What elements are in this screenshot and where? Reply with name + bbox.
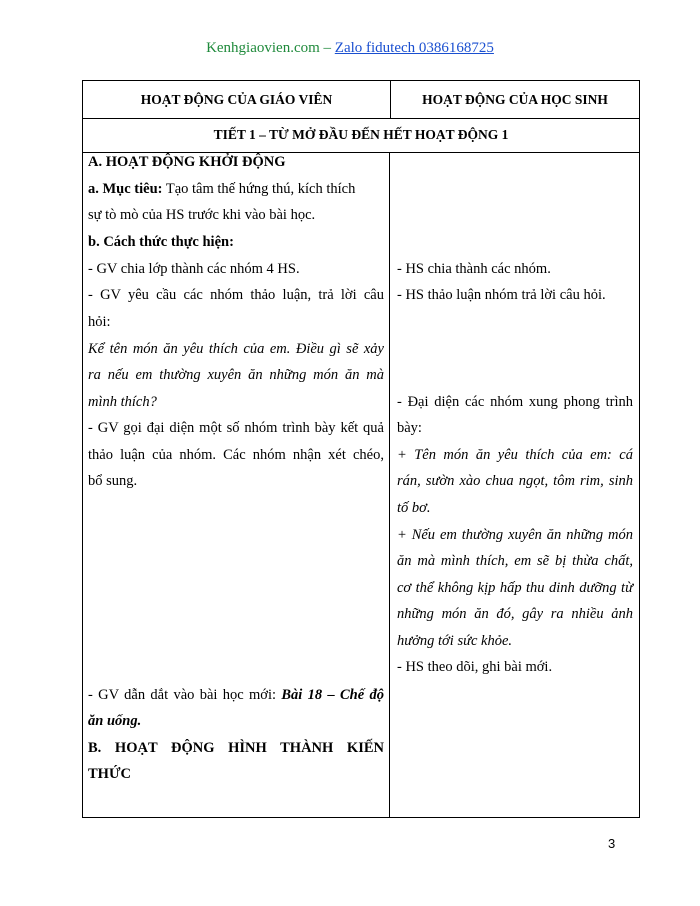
step-2-line-1: - GV yêu cầu các nhóm thảo luận, trả lời câu — [88, 287, 384, 303]
step-3-line-3: bổ sung. — [88, 473, 138, 489]
student-column-header: HOẠT ĐỘNG CỦA HỌC SINH — [422, 92, 608, 107]
answer-1-line-2: rán, sườn xào chua ngọt, tôm rim, sinh — [397, 473, 633, 489]
answer-1-line-1: + Tên món ăn yêu thích của em: cá — [397, 447, 633, 463]
site-link[interactable]: Kenhgiaovien.com — [206, 40, 320, 56]
lesson-table — [82, 80, 640, 818]
section-a-heading: A. HOẠT ĐỘNG KHỞI ĐỘNG — [88, 154, 286, 170]
student-step-4: - HS theo dõi, ghi bài mới. — [397, 659, 553, 675]
step-1: - GV chia lớp thành các nhóm 4 HS. — [88, 261, 300, 277]
student-step-3-line-2: bày: — [397, 420, 422, 436]
student-step-3-line-1: - Đại diện các nhóm xung phong trình — [397, 394, 633, 410]
intro-prefix: - GV dẫn dắt vào bài học mới: — [88, 687, 282, 703]
question-line-2: ra nếu em thường xuyên ăn những món ăn mà — [88, 367, 384, 383]
student-step-2: - HS thảo luận nhóm trả lời câu hỏi. — [397, 287, 606, 303]
page-number: 3 — [608, 836, 616, 851]
answer-2-line-5: hưởng tới sức khỏe. — [397, 633, 513, 649]
goal-line-2: sự tò mò của HS trước khi vào bài học. — [88, 207, 316, 223]
answer-2-line-3: cơ thể không kịp hấp thu dinh dưỡng từ — [397, 580, 633, 596]
intro-line-1 — [88, 686, 384, 704]
section-b-heading-1: B. HOẠT ĐỘNG HÌNH THÀNH KIẾN — [88, 740, 384, 756]
method-heading: b. Cách thức thực hiện: — [88, 234, 234, 250]
header-separator: – — [319, 40, 335, 56]
step-3-line-2: thảo luận của nhóm. Các nhóm nhận xét chéo, — [88, 447, 384, 463]
answer-2-line-4: những món ăn đó, gây ra nhiều ảnh — [397, 606, 633, 622]
step-3-line-1: - GV gọi đại diện một số nhóm trình bày kết quả — [88, 420, 384, 436]
answer-2-line-1: + Nếu em thường xuyên ăn những món — [397, 527, 633, 543]
student-step-1: - HS chia thành các nhóm. — [397, 261, 551, 277]
contact-link[interactable]: Zalo fidutech 0386168725 — [334, 40, 494, 56]
section-b-heading-2: THỨC — [88, 766, 131, 782]
goal-label: a. Mục tiêu: — [88, 181, 163, 197]
question-line-1: Kể tên món ăn yêu thích của em. Điều gì sẽ xảy — [88, 341, 384, 357]
goal-text: Tạo tâm thế hứng thú, kích thích — [162, 181, 356, 197]
intro-line-2: ăn uống. — [88, 713, 142, 729]
goal-line-1 — [88, 180, 355, 198]
question-line-3: mình thích? — [88, 394, 157, 410]
teacher-column-header: HOẠT ĐỘNG CỦA GIÁO VIÊN — [83, 81, 391, 118]
answer-2-line-2: ăn mà mình thích, em sẽ bị thừa chất, — [397, 553, 633, 569]
table-header-row — [83, 81, 639, 119]
intro-lesson-name: Bài 18 – Chế độ — [281, 687, 385, 703]
lesson-title-row: TIẾT 1 – TỪ MỞ ĐẦU ĐẾN HẾT HOẠT ĐỘNG 1 — [83, 118, 639, 153]
teacher-activity-cell — [83, 152, 390, 817]
student-activity-cell — [390, 152, 639, 817]
page-header — [0, 40, 700, 57]
answer-1-line-3: tố bơ. — [397, 500, 431, 516]
step-2-line-2: hỏi: — [88, 314, 111, 330]
